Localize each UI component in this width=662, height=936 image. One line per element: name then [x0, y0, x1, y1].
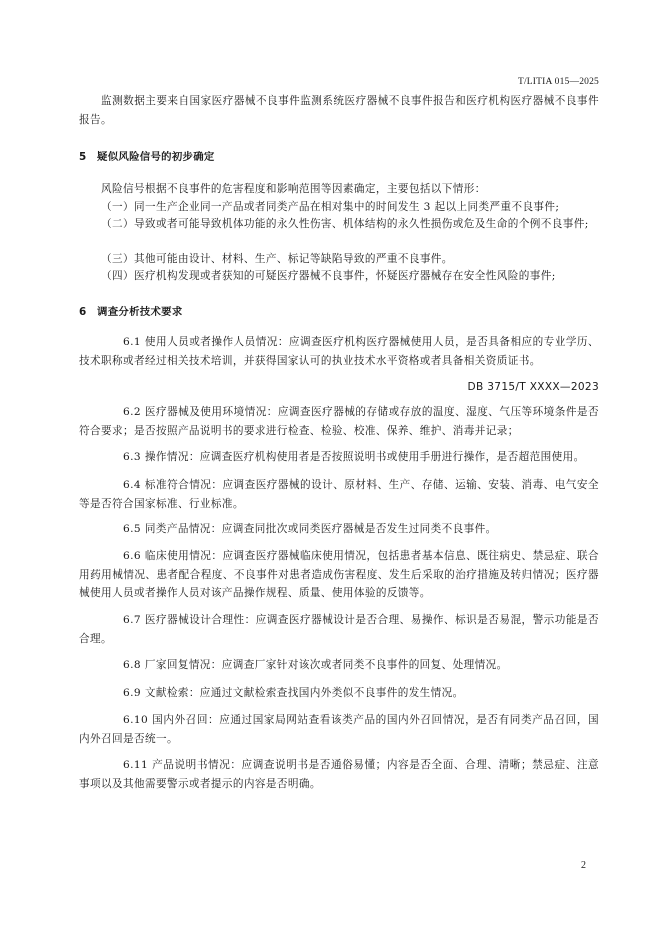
- clause-text: 标准符合情况：应调查医疗器械的设计、原材料、生产、存储、运输、安装、消毒、电气安全等是否符合国家标准、行业标准。: [79, 479, 599, 510]
- section-6-number: 6: [79, 306, 87, 318]
- clause-text: 医疗器械设计合理性：应调查医疗器械设计是否合理、易操作、标识是否易混，警示功能是否合理。: [79, 614, 599, 645]
- clause-text: 文献检索：应通过文献检索查找国内外类似不良事件的发生情况。: [144, 687, 464, 699]
- clause-number: 6.1: [123, 336, 142, 348]
- section-6-heading: [79, 303, 183, 318]
- page-number: 2: [581, 860, 586, 871]
- clause-number: 6.2: [123, 406, 142, 418]
- clause-number: 6.3: [123, 451, 142, 463]
- clause-6-7: [79, 611, 599, 648]
- section-5-lead: 风险信号根据不良事件的危害程度和影响范围等因素确定，主要包括以下情形：: [101, 183, 486, 195]
- standard-code: T/LITIA 015—2025: [517, 77, 599, 87]
- clause-6-9: [79, 684, 599, 703]
- clause-number: 6.10: [123, 714, 149, 726]
- clause-6-6: [79, 547, 599, 603]
- clause-6-2: [79, 403, 599, 440]
- section-5-item-3: （三）其他可能由设计、材料、生产、标记等缺陷导致的严重不良事件。: [101, 253, 453, 265]
- clause-text: 使用人员或者操作人员情况：应调查医疗机构医疗器械使用人员，是否具备相应的专业学历、技术职称或者经过相关技术培训，并获得国家认可的执业技术水平资格或者具备相关资质证书。: [79, 336, 599, 367]
- section-5-number: 5: [79, 151, 87, 163]
- clause-number: 6.9: [123, 687, 142, 699]
- clause-number: 6.5: [123, 523, 142, 535]
- clause-6-4: [79, 476, 599, 513]
- clause-text: 产品说明书情况：应调查说明书是否通俗易懂；内容是否全面、合理、清晰；禁忌症、注意事项以及其他需要警示或者提示的内容是否明确。: [79, 759, 599, 790]
- clause-text: 医疗器械及使用环境情况：应调查医疗器械的存储或存放的温度、湿度、气压等环境条件是否符合要求；是否按照产品说明书的要求进行检查、检验、校准、保养、维护、消毒并记录；: [79, 406, 599, 437]
- clause-number: 6.11: [123, 759, 149, 771]
- clause-6-3: [79, 448, 599, 467]
- section-5-item-4: （四）医疗机构发现或者获知的可疑医疗器械不良事件，怀疑医疗器械存在安全性风险的事件;: [101, 270, 556, 282]
- clause-text: 同类产品情况：应调查同批次或同类医疗器械是否发生过同类不良事件。: [144, 523, 497, 535]
- clause-6-10: [79, 711, 599, 748]
- clause-6-1: [79, 333, 599, 370]
- clause-text: 操作情况：应调查医疗机构使用者是否按照说明书或使用手册进行操作，是否超范围使用。: [144, 451, 585, 463]
- clause-text: 国内外召回：应通过国家局网站查看该类产品的国内外召回情况，是否有同类产品召回，国内外召回是否统一。: [79, 714, 599, 745]
- clause-6-5: [79, 520, 599, 539]
- section-6-title: 调查分析技术要求: [97, 306, 183, 318]
- clause-6-11: [79, 756, 599, 793]
- section-5-title: 疑似风险信号的初步确定: [97, 151, 215, 163]
- section-5-item-2: （二）导致或者可能导致机体功能的永久性伤害、机体结构的永久性损伤或危及生命的个例不良事件;: [101, 218, 589, 230]
- clause-number: 6.8: [123, 659, 142, 671]
- intro-paragraph: 监测数据主要来自国家医疗器械不良事件监测系统医疗器械不良事件报告和医疗机构医疗器械不良事件报告。: [79, 95, 599, 126]
- clause-number: 6.4: [123, 479, 142, 491]
- clause-number: 6.6: [123, 550, 142, 562]
- section-5-item-1: （一）同一生产企业同一产品或者同类产品在相对集中的时间发生 3 起以上同类严重不良事件;: [101, 201, 560, 213]
- clause-text: 厂家回复情况：应调查厂家针对该次或者同类不良事件的回复、处理情况。: [144, 659, 508, 671]
- clause-6-8: [79, 656, 599, 675]
- clause-text: 临床使用情况：应调查医疗器械临床使用情况，包括患者基本信息、既往病史、禁忌症、联合用药用械情况、患者配合程度、不良事件对患者造成伤害程度、发生后采取的治疗措施及转归情况；医疗器械使用人员或者操作人员对该产品操作规程、质量、使用体验的反馈等。: [79, 550, 599, 599]
- section-5-heading: [79, 148, 215, 163]
- clause-number: 6.7: [123, 614, 142, 626]
- db-standard-code: DB 3715/T XXXX—2023: [467, 381, 599, 393]
